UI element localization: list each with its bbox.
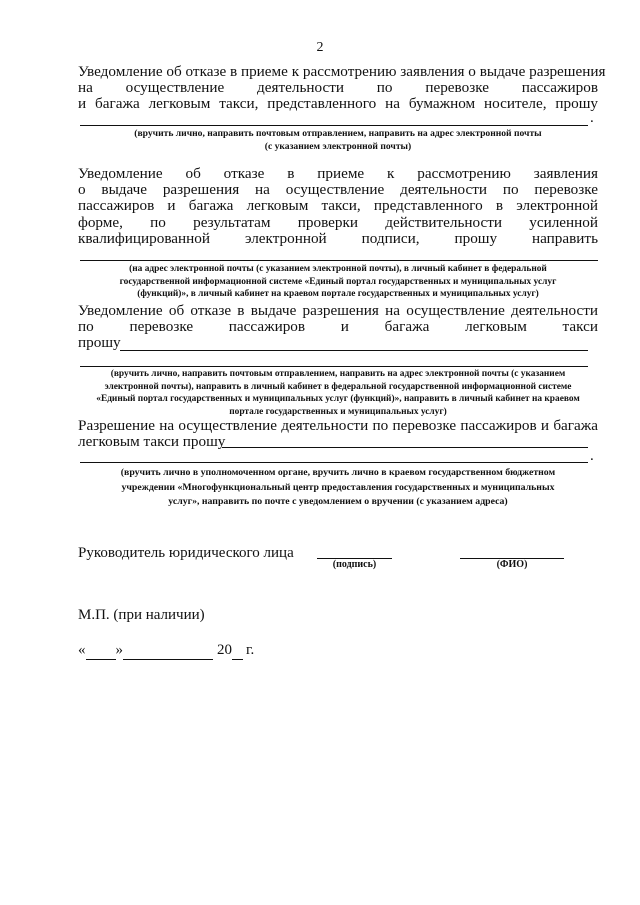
block2-line-5: квалифицированной электронной подписи, прошу направить xyxy=(78,229,598,247)
block2-note-line-1: (на адрес электронной почты (с указанием электронной почты), в личный кабинет в федеральной xyxy=(129,264,547,274)
block1-note-line-1: (вручить лично, направить почтовым отправлением, направить на адрес электронной почты xyxy=(134,128,542,139)
date-open-quote: « xyxy=(78,642,86,658)
block2-fill-line xyxy=(80,260,598,261)
block3-line-2: по перевозке пассажиров и багажа легковым такси xyxy=(78,318,598,336)
block4-text xyxy=(78,418,598,450)
block2-note-line-3: (функций)», в личный кабинет на краевом портале государственных и муниципальных услуг) xyxy=(137,289,539,299)
block4-note-line-2: учреждении «Многофункциональный центр предоставления государственных и муниципальных xyxy=(121,481,555,493)
block3-fill-line-2 xyxy=(80,366,588,367)
block3-fill-line-1 xyxy=(120,350,588,351)
block4-fill-line-1 xyxy=(222,447,588,448)
block4-fill-line-2 xyxy=(80,462,588,463)
block3-line-1: Уведомление об отказе в выдаче разрешения на осуществление деятельности xyxy=(78,302,598,319)
page-number: 2 xyxy=(316,40,324,55)
block4-note xyxy=(78,466,598,510)
signature-name-caption: (ФИО) xyxy=(496,559,528,570)
date-line xyxy=(78,642,254,660)
block4-note-line-3: услуг», направить по почте с уведомлением о вручении (с указанием адреса) xyxy=(168,496,508,507)
date-month-blank xyxy=(123,642,213,660)
block2-text xyxy=(78,166,598,247)
block2-note xyxy=(78,263,598,301)
block3-note-line-3: «Единый портал государственных и муниципальных услуг (функций)», направить в личный кабинет на краевом xyxy=(96,394,580,404)
block4-end-mark: . xyxy=(590,448,594,464)
block4-prosu: легковым такси прошу xyxy=(78,433,226,451)
block1-text xyxy=(78,63,606,113)
date-day-blank xyxy=(86,642,116,660)
stamp-label: М.П. (при наличии) xyxy=(78,607,205,623)
signature-label: Руководитель юридического лица xyxy=(78,545,294,561)
block1-end-mark: . xyxy=(590,110,594,126)
block3-note-line-4: портале государственных и муниципальных услуг) xyxy=(229,406,447,417)
block1-fill-line xyxy=(80,125,588,126)
block1-line-3: и багажа легковым такси, представленного на бумажном носителе, прошу xyxy=(78,95,598,113)
block3-note xyxy=(78,368,598,418)
date-close-quote: » xyxy=(115,642,123,658)
block1-note-line-2: (с указанием электронной почты) xyxy=(264,141,412,152)
block1-line-2: на осуществление деятельности по перевозке пассажиров xyxy=(78,79,598,97)
block3-note-line-2: электронной почты), направить в личный кабинет в федеральной государственной информационной системе xyxy=(104,381,572,392)
block2-note-line-2: государственной информационной системе «Единый портал государственных и муниципальных услуг xyxy=(119,276,557,287)
block3-note-line-1: (вручить лично, направить почтовым отправлением, направить на адрес электронной почты (с указанием xyxy=(110,369,566,379)
block2-line-1: Уведомление об отказе в приеме к рассмотрению заявления xyxy=(78,165,598,182)
block1-note xyxy=(78,127,598,153)
block4-note-line-1: (вручить лично в уполномоченном органе, вручить лично в краевом государственном бюджетном xyxy=(120,467,556,478)
block2-line-2: о выдаче разрешения на осуществление деятельности по перевозке xyxy=(78,181,598,199)
date-year-prefix: 20 xyxy=(217,642,232,658)
block3-text xyxy=(78,303,598,352)
block2-line-3: пассажиров и багажа легковым такси, представленного в электронной xyxy=(78,197,598,215)
signature-sign-caption: (подпись) xyxy=(332,559,377,570)
block4-line-1: Разрешение на осуществление деятельности по перевозке пассажиров и багажа xyxy=(78,417,598,434)
block1-line-1: Уведомление об отказе в приеме к рассмотрению заявления о выдаче разрешения xyxy=(78,63,606,80)
block2-line-4: форме, по результатам проверки действительности усиленной xyxy=(78,213,598,231)
block3-prosu: прошу xyxy=(78,334,121,352)
date-year-suffix: г. xyxy=(246,642,255,658)
date-year-blank xyxy=(232,642,243,660)
